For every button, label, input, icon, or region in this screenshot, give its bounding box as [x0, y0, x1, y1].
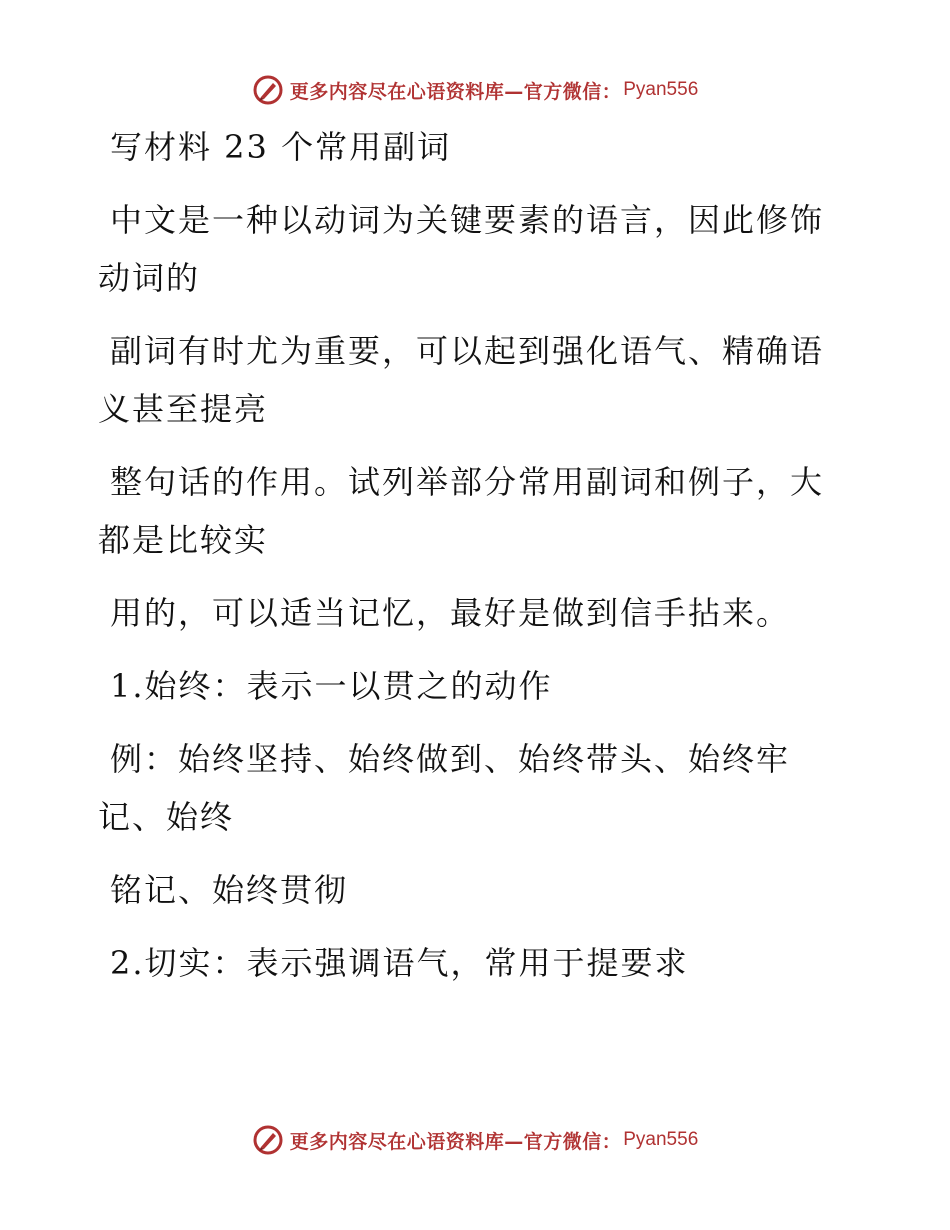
- paragraph-line: 用的，可以适当记忆，最好是做到信手拈来。: [110, 594, 791, 632]
- example-line: 例：始终坚持、始终做到、始终带头、始终牢: [110, 740, 791, 778]
- example-line: 记、始终: [98, 798, 235, 836]
- list-item-heading: 2.切实：表示强调语气，常用于提要求: [110, 944, 689, 982]
- paragraph-line: 中文是一种以动词为关键要素的语言，因此修饰: [110, 201, 825, 239]
- pen-logo-icon: [252, 74, 284, 106]
- pen-logo-icon: [252, 1124, 284, 1156]
- paragraph-line: 义甚至提亮: [98, 390, 269, 428]
- paragraph-line: 副词有时尤为重要，可以起到强化语气、精确语: [110, 332, 825, 370]
- header-wechat-id: Pyan556: [623, 79, 699, 100]
- example-line: 铭记、始终贯彻: [110, 871, 349, 909]
- header-banner: [0, 70, 950, 110]
- footer-banner: [0, 1120, 950, 1160]
- paragraph-line: 都是比较实: [98, 521, 269, 559]
- document-title: 写材料 23 个常用副词: [110, 128, 452, 166]
- paragraph-line: 动词的: [98, 259, 201, 297]
- header-banner-text: 更多内容尽在心语资料库—官方微信：: [289, 80, 622, 103]
- document-body: [98, 118, 838, 992]
- list-item-heading: 1.始终：表示一以贯之的动作: [110, 667, 553, 705]
- footer-wechat-id: Pyan556: [623, 1129, 699, 1150]
- footer-banner-text: 更多内容尽在心语资料库—官方微信：: [289, 1130, 622, 1153]
- paragraph-line: 整句话的作用。试列举部分常用副词和例子，大: [110, 463, 825, 501]
